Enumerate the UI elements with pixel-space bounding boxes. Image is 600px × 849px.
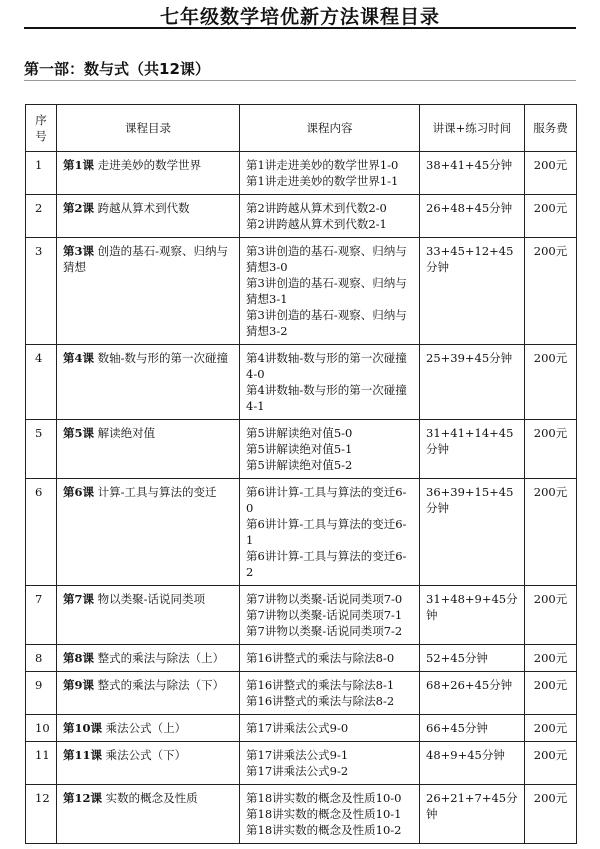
content-cell: [240, 742, 420, 785]
table-row: [26, 645, 577, 672]
section-rule: [24, 80, 576, 81]
course-cell: [57, 742, 240, 785]
course-cell: [57, 152, 240, 195]
fee-cell: 200元: [525, 195, 577, 238]
content-line: 第6讲计算-工具与算法的变迁6-2: [246, 549, 407, 579]
content-line: 第2讲跨越从算术到代数2-1: [246, 217, 387, 231]
course-title: 乘法公式（上）: [105, 721, 187, 735]
fee-cell: 200元: [525, 672, 577, 715]
table-row: [26, 715, 577, 742]
table-header-row: [26, 105, 577, 152]
course-cell: [57, 195, 240, 238]
time-cell: 66+45分钟: [420, 715, 525, 742]
row-number: 5: [26, 420, 57, 479]
content-line: 第18讲实数的概念及性质10-1: [246, 807, 402, 821]
course-title: 整式的乘法与除法（上）: [97, 651, 225, 665]
course-title: 创造的基石-观察、归纳与猜想: [63, 244, 229, 274]
time-cell: 68+26+45分钟: [420, 672, 525, 715]
fee-cell: 200元: [525, 479, 577, 586]
content-line: 第4讲数轴-数与形的第一次碰撞4-0: [246, 351, 407, 381]
content-line: 第6讲计算-工具与算法的变迁6-0: [246, 485, 407, 515]
content-cell: [240, 420, 420, 479]
course-number: 第5课: [63, 426, 95, 440]
fee-cell: 200元: [525, 645, 577, 672]
content-cell: [240, 785, 420, 844]
header-fee: 服务费: [525, 105, 577, 152]
header-content: 课程内容: [240, 105, 420, 152]
header-no: 序号: [26, 105, 57, 152]
row-number: 9: [26, 672, 57, 715]
time-cell: 36+39+15+45分钟: [420, 479, 525, 586]
row-number: 3: [26, 238, 57, 345]
table-row: [26, 152, 577, 195]
course-title: 数轴-数与形的第一次碰撞: [97, 351, 229, 365]
header-course: 课程目录: [57, 105, 240, 152]
content-line: 第17讲乘法公式9-1: [246, 748, 349, 762]
course-cell: [57, 672, 240, 715]
course-cell: [57, 715, 240, 742]
fee-cell: 200元: [525, 715, 577, 742]
fee-cell: 200元: [525, 238, 577, 345]
content-line: 第2讲跨越从算术到代数2-0: [246, 201, 387, 215]
table-row: [26, 742, 577, 785]
table-row: [26, 586, 577, 645]
course-number: 第7课: [63, 592, 95, 606]
content-cell: [240, 586, 420, 645]
content-line: 第7讲物以类聚-话说同类项7-0: [246, 592, 403, 606]
title-rule: [24, 27, 576, 29]
page-title: 七年级数学培优新方法课程目录: [159, 6, 440, 28]
course-number: 第2课: [63, 201, 95, 215]
content-line: 第5讲解读绝对值5-1: [246, 442, 353, 456]
course-title: 整式的乘法与除法（下）: [97, 678, 225, 692]
course-cell: [57, 420, 240, 479]
content-line: 第3讲创造的基石-观察、归纳与猜想3-0: [246, 244, 407, 274]
course-number: 第9课: [63, 678, 95, 692]
time-cell: 26+21+7+45分钟: [420, 785, 525, 844]
row-number: 10: [26, 715, 57, 742]
content-line: 第1讲走进美妙的数学世界1-1: [246, 174, 399, 188]
fee-cell: 200元: [525, 420, 577, 479]
table-row: [26, 785, 577, 844]
course-title: 跨越从算术到代数: [97, 201, 190, 215]
content-cell: [240, 195, 420, 238]
table-row: [26, 420, 577, 479]
course-number: 第8课: [63, 651, 95, 665]
table-row: [26, 345, 577, 420]
course-table: [25, 104, 577, 844]
course-number: 第4课: [63, 351, 95, 365]
row-number: 4: [26, 345, 57, 420]
course-cell: [57, 645, 240, 672]
content-cell: [240, 672, 420, 715]
row-number: 2: [26, 195, 57, 238]
course-number: 第12课: [63, 791, 103, 805]
table-row: [26, 672, 577, 715]
course-title: 计算-工具与算法的变迁: [97, 485, 217, 499]
course-cell: [57, 586, 240, 645]
content-line: 第18讲实数的概念及性质10-2: [246, 823, 402, 837]
course-number: 第1课: [63, 158, 95, 172]
row-number: 11: [26, 742, 57, 785]
header-time: 讲课+练习时间: [420, 105, 525, 152]
course-title: 实数的概念及性质: [105, 791, 198, 805]
content-line: 第18讲实数的概念及性质10-0: [246, 791, 402, 805]
content-line: 第17讲乘法公式9-0: [246, 721, 349, 735]
fee-cell: 200元: [525, 785, 577, 844]
course-number: 第11课: [63, 748, 103, 762]
table-row: [26, 195, 577, 238]
course-cell: [57, 345, 240, 420]
course-cell: [57, 238, 240, 345]
time-cell: 33+45+12+45分钟: [420, 238, 525, 345]
section-heading: 第一部：数与式（共12课）: [24, 60, 210, 78]
time-cell: 52+45分钟: [420, 645, 525, 672]
content-line: 第7讲物以类聚-话说同类项7-2: [246, 624, 403, 638]
content-line: 第3讲创造的基石-观察、归纳与猜想3-2: [246, 308, 407, 338]
content-line: 第16讲整式的乘法与除法8-1: [246, 678, 395, 692]
time-cell: 25+39+45分钟: [420, 345, 525, 420]
course-title: 物以类聚-话说同类项: [97, 592, 206, 606]
time-cell: 26+48+45分钟: [420, 195, 525, 238]
row-number: 1: [26, 152, 57, 195]
table-row: [26, 238, 577, 345]
content-line: 第7讲物以类聚-话说同类项7-1: [246, 608, 403, 622]
course-number: 第3课: [63, 244, 95, 258]
content-cell: [240, 645, 420, 672]
fee-cell: 200元: [525, 742, 577, 785]
course-title: 走进美妙的数学世界: [97, 158, 202, 172]
content-line: 第4讲数轴-数与形的第一次碰撞4-1: [246, 383, 407, 413]
content-line: 第1讲走进美妙的数学世界1-0: [246, 158, 399, 172]
course-number: 第10课: [63, 721, 103, 735]
row-number: 8: [26, 645, 57, 672]
content-cell: [240, 479, 420, 586]
course-title: 解读绝对值: [97, 426, 156, 440]
content-line: 第5讲解读绝对值5-2: [246, 458, 353, 472]
row-number: 6: [26, 479, 57, 586]
time-cell: 31+48+9+45分钟: [420, 586, 525, 645]
content-cell: [240, 152, 420, 195]
content-cell: [240, 715, 420, 742]
content-line: 第16讲整式的乘法与除法8-0: [246, 651, 395, 665]
time-cell: 38+41+45分钟: [420, 152, 525, 195]
content-line: 第3讲创造的基石-观察、归纳与猜想3-1: [246, 276, 407, 306]
time-cell: 48+9+45分钟: [420, 742, 525, 785]
course-number: 第6课: [63, 485, 95, 499]
content-line: 第5讲解读绝对值5-0: [246, 426, 353, 440]
course-cell: [57, 479, 240, 586]
fee-cell: 200元: [525, 345, 577, 420]
fee-cell: 200元: [525, 586, 577, 645]
row-number: 7: [26, 586, 57, 645]
row-number: 12: [26, 785, 57, 844]
fee-cell: 200元: [525, 152, 577, 195]
course-title: 乘法公式（下）: [105, 748, 187, 762]
content-line: 第6讲计算-工具与算法的变迁6-1: [246, 517, 407, 547]
course-cell: [57, 785, 240, 844]
time-cell: 31+41+14+45分钟: [420, 420, 525, 479]
content-cell: [240, 345, 420, 420]
content-line: 第17讲乘法公式9-2: [246, 764, 349, 778]
table-row: [26, 479, 577, 586]
content-cell: [240, 238, 420, 345]
content-line: 第16讲整式的乘法与除法8-2: [246, 694, 395, 708]
